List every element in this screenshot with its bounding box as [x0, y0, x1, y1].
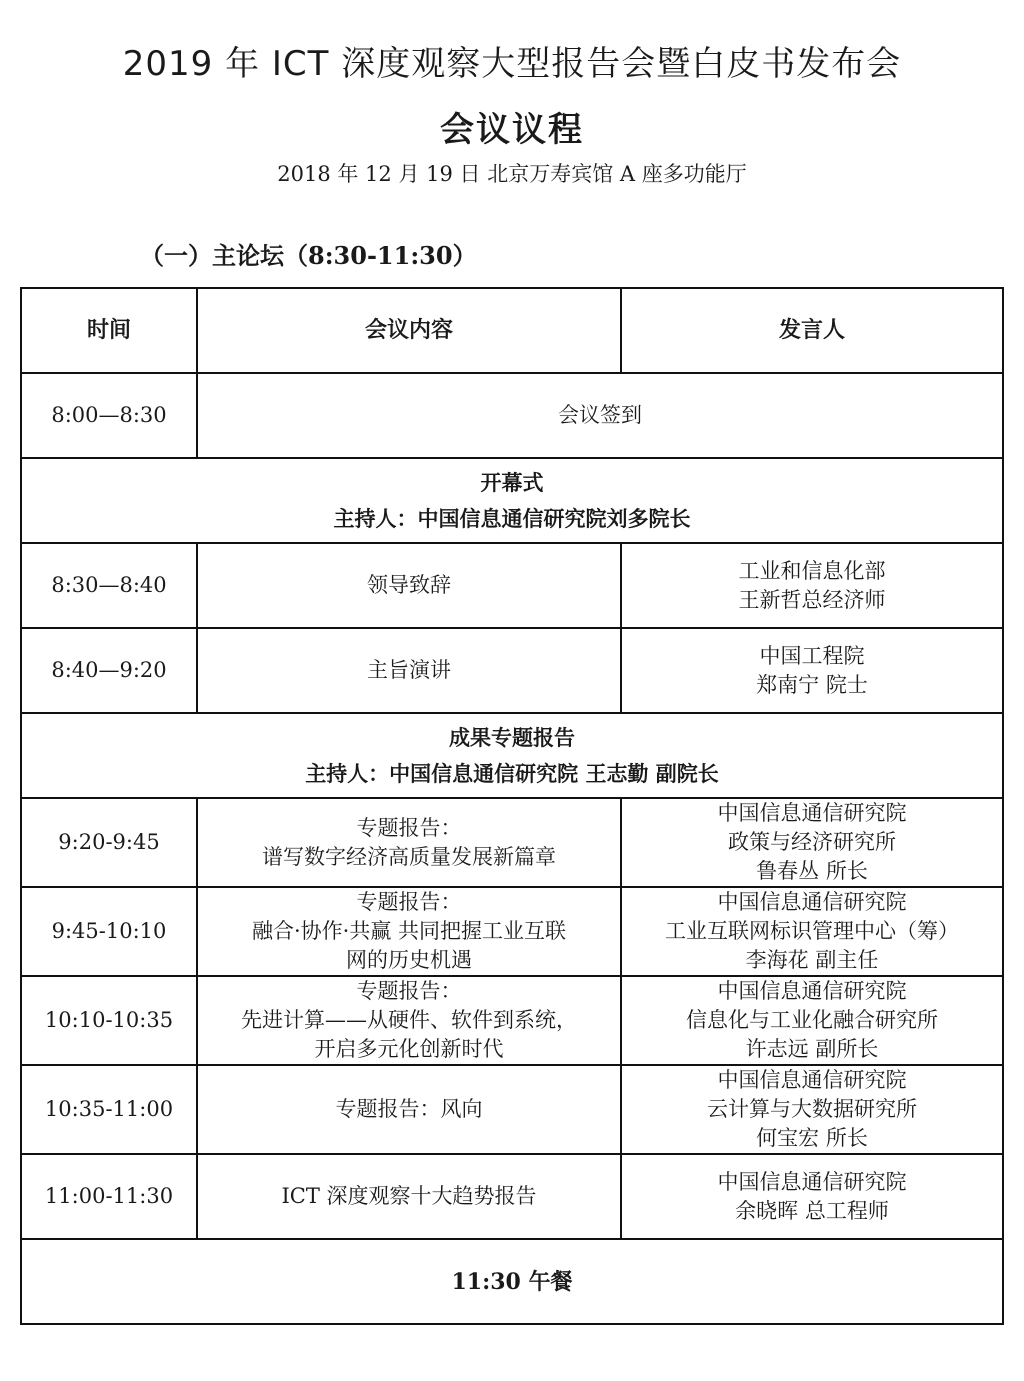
checkin-row — [21, 373, 1003, 458]
header-content: 会议内容 — [197, 288, 621, 373]
row-content — [197, 798, 621, 887]
document-title: 2019 年 ICT 深度观察大型报告会暨白皮书发布会 — [122, 44, 902, 84]
row-time: 10:10-10:35 — [21, 976, 197, 1065]
speaker-line: 信息化与工业化融合研究所 — [686, 1008, 938, 1032]
row-content — [197, 976, 621, 1065]
speaker-line: 工业互联网标识管理中心（筹） — [665, 919, 959, 943]
checkin-time: 8:00—8:30 — [21, 373, 197, 458]
content-line: 专题报告：风向 — [335, 1097, 483, 1121]
row-content — [197, 628, 621, 713]
reports-host: 主持人：中国信息通信研究院 王志勤 副院长 — [305, 760, 719, 786]
table-row — [21, 798, 1003, 887]
row-time: 9:20-9:45 — [21, 798, 197, 887]
table-row — [21, 543, 1003, 628]
row-time: 11:00-11:30 — [21, 1154, 197, 1239]
speaker-line: 李海花 副主任 — [745, 948, 879, 972]
row-speaker — [621, 798, 1003, 887]
section-heading: （一）主论坛（8:30-11:30） — [140, 241, 477, 270]
opening-band — [21, 458, 1003, 543]
table-row — [21, 1154, 1003, 1239]
table-row — [21, 1065, 1003, 1154]
row-content — [197, 543, 621, 628]
row-time: 8:30—8:40 — [21, 543, 197, 628]
content-line: 网的历史机遇 — [346, 948, 472, 972]
header-time: 时间 — [21, 288, 197, 373]
table-row — [21, 887, 1003, 976]
speaker-line: 云计算与大数据研究所 — [707, 1097, 917, 1121]
row-time: 8:40—9:20 — [21, 628, 197, 713]
row-speaker — [621, 887, 1003, 976]
content-line: 开启多元化创新时代 — [314, 1037, 504, 1061]
speaker-line: 政策与经济研究所 — [728, 830, 896, 854]
row-content — [197, 887, 621, 976]
agenda-table — [20, 287, 1004, 1325]
content-line: ICT 深度观察十大趋势报告 — [281, 1184, 537, 1208]
row-speaker — [621, 628, 1003, 713]
row-speaker — [621, 1154, 1003, 1239]
table-row — [21, 628, 1003, 713]
speaker-line: 中国工程院 — [759, 643, 865, 668]
content-line: 融合·协作·共赢 共同把握工业互联 — [251, 919, 567, 943]
content-line: 专题报告： — [356, 979, 462, 1003]
opening-host: 主持人：中国信息通信研究院刘多院长 — [333, 505, 691, 531]
content-line: 专题报告： — [356, 890, 462, 914]
row-content — [197, 1065, 621, 1154]
speaker-line: 鲁春丛 所长 — [756, 859, 868, 883]
row-time: 10:35-11:00 — [21, 1065, 197, 1154]
content-line: 先进计算——从硬件、软件到系统， — [241, 1008, 577, 1032]
speaker-line: 中国信息通信研究院 — [717, 1169, 907, 1194]
row-speaker — [621, 976, 1003, 1065]
checkin-content: 会议签到 — [197, 373, 1003, 458]
opening-title: 开幕式 — [480, 469, 544, 495]
speaker-line: 中国信息通信研究院 — [717, 890, 907, 914]
content-line: 谱写数字经济高质量发展新篇章 — [262, 844, 556, 869]
lunch-band: 11:30 午餐 — [21, 1239, 1003, 1324]
reports-band — [21, 713, 1003, 798]
row-content — [197, 1154, 621, 1239]
row-speaker — [621, 543, 1003, 628]
speaker-line: 郑南宁 院士 — [756, 672, 868, 697]
table-row — [21, 976, 1003, 1065]
speaker-line: 中国信息通信研究院 — [717, 801, 907, 825]
row-time: 9:45-10:10 — [21, 887, 197, 976]
content-line: 主旨演讲 — [367, 658, 451, 682]
lunch-row — [21, 1239, 1003, 1324]
document-subtitle-agenda: 会议议程 — [440, 110, 584, 150]
header-speaker: 发言人 — [621, 288, 1003, 373]
speaker-line: 王新哲总经济师 — [738, 587, 886, 612]
date-venue: 2018 年 12 月 19 日 北京万寿宾馆 A 座多功能厅 — [277, 162, 747, 186]
speaker-line: 中国信息通信研究院 — [717, 979, 907, 1003]
table-header-row — [21, 288, 1003, 373]
speaker-line: 何宝宏 所长 — [756, 1126, 868, 1150]
speaker-line: 许志远 副所长 — [745, 1037, 879, 1061]
reports-band-row — [21, 713, 1003, 798]
speaker-line: 余晓晖 总工程师 — [735, 1198, 889, 1223]
opening-band-row — [21, 458, 1003, 543]
row-speaker — [621, 1065, 1003, 1154]
reports-title: 成果专题报告 — [449, 724, 575, 750]
content-line: 领导致辞 — [367, 573, 451, 597]
content-line: 专题报告： — [356, 815, 462, 840]
speaker-line: 中国信息通信研究院 — [717, 1068, 907, 1092]
speaker-line: 工业和信息化部 — [738, 558, 886, 583]
